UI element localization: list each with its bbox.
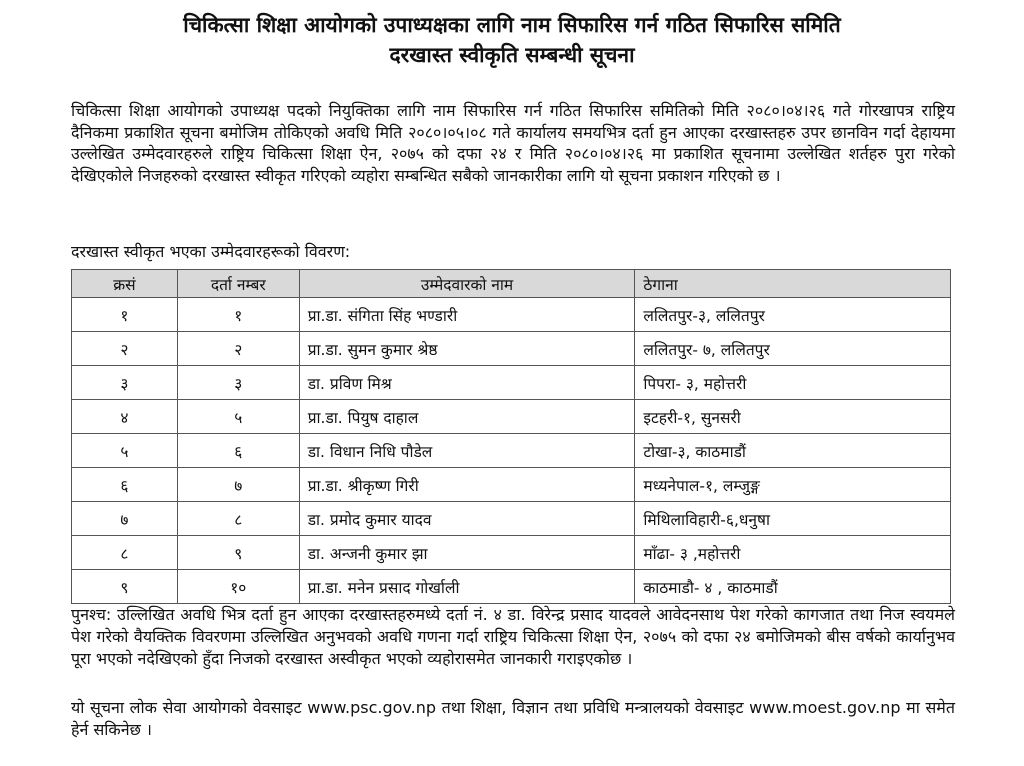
cell-serial: ५ [72,434,178,468]
cell-serial: ९ [72,570,178,604]
cell-address: टोखा-३, काठमाडौं [635,434,951,468]
table-row [72,400,951,434]
cell-registration-no: १ [177,298,299,332]
table-row [72,570,951,604]
cell-serial: २ [72,332,178,366]
cell-candidate-name: डा. प्रमोद कुमार यादव [299,502,635,536]
cell-registration-no: ७ [177,468,299,502]
cell-registration-no: १० [177,570,299,604]
cell-candidate-name: प्रा.डा. मनेन प्रसाद गोर्खाली [299,570,635,604]
cell-address: मध्यनेपाल-१, लम्जुङ्ग [635,468,951,502]
title-line-2: दरखास्त स्वीकृति सम्बन्धी सूचना [389,43,635,67]
cell-serial: ४ [72,400,178,434]
candidates-table [71,269,951,604]
addendum-paragraph: पुनश्च: उल्लिखित अवधि भित्र दर्ता हुन आएका दरखास्तहरुमध्ये दर्ता नं. ४ डा. विरेन्द्र प्रसाद यादवले आवेदनसाथ पेश गरेको कागजात तथा निज स्वयमले पेश गरेको वैयक्तिक विवरणमा उल्लिखित अनुभवको अवधि गणना गर्दा राष्ट्रिय चिकित्सा शिक्षा ऐन, २०७५ को दफा २४ बमोजिमको बीस वर्षको कार्यानुभव पूरा भएको नदेखिएको हुँदा निजको दरखास्त अस्वीकृत भएको व्यहोरासमेत जानकारी गराइएकोछ । [71,605,955,668]
cell-candidate-name: डा. विधान निधि पौडेल [299,434,635,468]
cell-registration-no: २ [177,332,299,366]
cell-serial: ३ [72,366,178,400]
header-registration-no: दर्ता नम्बर [177,270,299,298]
footer-note: यो सूचना लोक सेवा आयोगको वेवसाइट www.psc.gov.np तथा शिक्षा, विज्ञान तथा प्रविधि मन्त्रालयको वेवसाइट www.moest.gov.np मा समेत हेर्न सकिनेछ । [71,698,955,739]
cell-registration-no: ९ [177,536,299,570]
cell-address: पिपरा- ३, महोत्तरी [635,366,951,400]
table-row [72,332,951,366]
cell-registration-no: ६ [177,434,299,468]
table-row [72,298,951,332]
intro-paragraph: चिकित्सा शिक्षा आयोगको उपाध्यक्ष पदको नियुक्तिका लागि नाम सिफारिस गर्न गठित सिफारिस समितिको मिति २०८०।०४।२६ गते गोरखापत्र राष्ट्रिय दैनिकमा प्रकाशित सूचना बमोजिम तोकिएको अवधि मिति २०८०।०५।०८ गते कार्यालय समयभित्र दर्ता हुन आएका दरखास्तहरु उपर छानविन गर्दा देहायमा उल्लेखित उम्मेदवारहरुले राष्ट्रिय चिकित्सा शिक्षा ऐन, २०७५ को दफा २४ र मिति २०८०।०४।२६ मा प्रकाशित सूचनामा उल्लेखित शर्तहरु पुरा गरेको देखिएकोले निजहरुको दरखास्त स्वीकृत गरिएको व्यहोरा सम्बन्धित सबैको जानकारीका लागि यो सूचना प्रकाशन गरिएको छ । [71,101,955,185]
cell-candidate-name: प्रा.डा. संगिता सिंह भण्डारी [299,298,635,332]
cell-address: इटहरी-१, सुनसरी [635,400,951,434]
cell-serial: ८ [72,536,178,570]
cell-address: माँढा- ३ ,महोत्तरी [635,536,951,570]
notice-title [60,10,964,70]
cell-candidate-name: प्रा.डा. सुमन कुमार श्रेष्ठ [299,332,635,366]
cell-address: ललितपुर- ७, ललितपुर [635,332,951,366]
cell-registration-no: ५ [177,400,299,434]
header-candidate-name: उम्मेदवारको नाम [299,270,635,298]
cell-address: ललितपुर-३, ललितपुर [635,298,951,332]
table-header-row [72,270,951,298]
cell-address: मिथिलाविहारी-६,धनुषा [635,502,951,536]
cell-candidate-name: प्रा.डा. श्रीकृष्ण गिरी [299,468,635,502]
table-row [72,434,951,468]
cell-serial: ६ [72,468,178,502]
table-row [72,468,951,502]
cell-candidate-name: प्रा.डा. पियुष दाहाल [299,400,635,434]
header-address: ठेगाना [635,270,951,298]
cell-candidate-name: डा. अन्जनी कुमार झा [299,536,635,570]
cell-registration-no: ३ [177,366,299,400]
table-caption: दरखास्त स्वीकृत भएका उम्मेदवारहरूको विवरण: [71,242,351,261]
cell-candidate-name: डा. प्रविण मिश्र [299,366,635,400]
table-row [72,366,951,400]
cell-registration-no: ८ [177,502,299,536]
title-line-1: चिकित्सा शिक्षा आयोगको उपाध्यक्षका लागि नाम सिफारिस गर्न गठित सिफारिस समिति [183,13,841,37]
cell-address: काठमाडौ- ४ , काठमाडौं [635,570,951,604]
table-row [72,536,951,570]
cell-serial: ७ [72,502,178,536]
table-row [72,502,951,536]
cell-serial: १ [72,298,178,332]
header-serial: क्रसं [72,270,178,298]
